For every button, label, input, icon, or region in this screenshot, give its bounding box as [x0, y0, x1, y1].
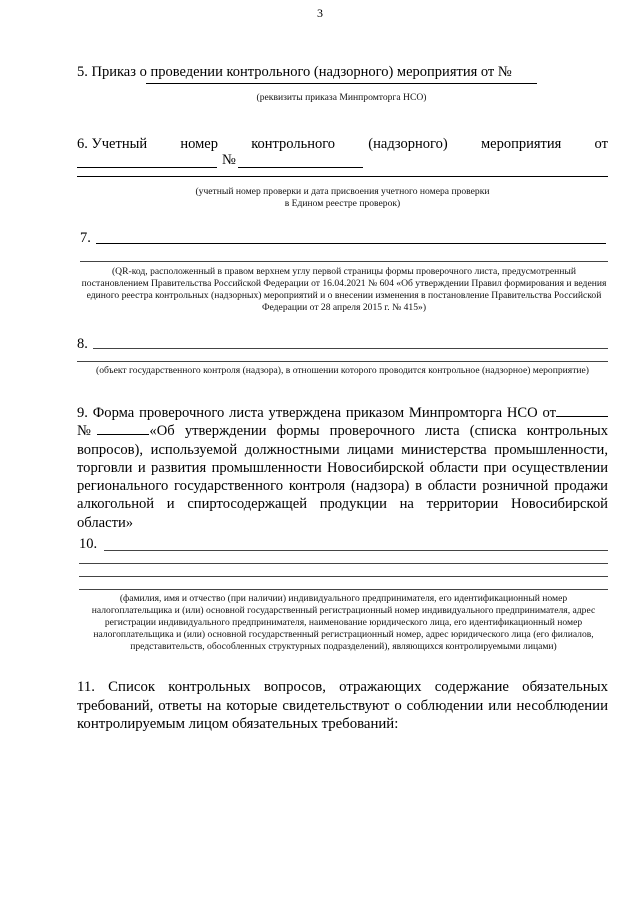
item7-number: 7. [80, 230, 91, 246]
item7-blank-2 [80, 261, 608, 262]
item6-heading [77, 136, 608, 153]
item9-number-blank [97, 422, 149, 435]
item10-blank-1 [104, 550, 608, 551]
item8-blank-2 [77, 361, 608, 362]
item6-word: (надзорного) [368, 136, 448, 152]
item6-underline [77, 176, 608, 177]
item6-word: от [594, 136, 608, 152]
item6-word: контрольного [251, 136, 336, 152]
item10-number: 10. [79, 536, 98, 552]
page-number: 3 [317, 6, 323, 20]
item6-word: мероприятия [480, 136, 562, 152]
item6-number-sign: № [222, 152, 236, 168]
item9-title: «Об утверждении формы проверочного листа (списка контрольных вопросов), используемой должностными лицами министерства промышленности, торговли и развития промышленности Новосибирской области при осуществлении регионального государственного контроля (надзора) в области розничной продажи алкогольной и спиртосодержащей продукции на территории Новосибирской области» [77, 423, 608, 531]
item6-caption [77, 186, 608, 210]
item6-word: номер [180, 136, 218, 152]
item7-caption: (QR-код, расположенный в правом верхнем углу первой страницы формы проверочного листа, предусмотренный постановлением Правительства Российской Федерации от 16.04.2021 № 604 «Об утверждении Правил формирования и ведения единого реестра контрольных (надзорных) мероприятий и о внесении изменения в постановление Правительства Российской Федерации от 28 апреля 2015 г. № 415») [81, 266, 607, 313]
item6-caption-line1: (учетный номер проверки и дата присвоения учетного номера проверки [195, 186, 490, 197]
item10-blank-2 [79, 563, 608, 564]
item8-caption: (объект государственного контроля (надзора), в отношении которого проводится контрольное (надзорное) мероприятие) [96, 365, 589, 376]
item9-date-blank [556, 404, 608, 417]
item9-prefix: от [542, 405, 556, 421]
item6-number-blank [238, 167, 363, 168]
item9-number-sign: № [77, 423, 98, 440]
item11-paragraph: 11. Список контрольных вопросов, отражающих содержание обязательных требований, ответы на которые свидетельствуют о соблюдении или несоблюдении контролируемым лицом обязательных требований: [77, 679, 608, 732]
item9-part1: 9. Форма проверочного листа утверждена приказом Минпромторга НСО [77, 405, 538, 421]
item6-word: 6. Учетный [77, 136, 148, 152]
item10-blank-3 [79, 576, 608, 577]
item10-caption: (фамилия, имя и отчество (при наличии) индивидуального предпринимателя, его идентификационный номер налогоплательщика и (или) основной государственный регистрационный номер индивидуального предпринимателя, адрес регистрации индивидуального предпринимателя, наименование юридического лица, его идентификационный номер налогоплательщика и (или) основной государственный регистрационный номер, адрес юридического лица (его филиалов, представительств, обособленных структурных подразделений), являющихся контролируемыми лицами) [91, 593, 596, 652]
item8-blank-1 [93, 348, 608, 349]
item6-caption-line2: в Едином реестре проверок) [284, 198, 401, 209]
item5-text: 5. Приказ о проведении контрольного (надзорного) мероприятия от № [77, 64, 512, 80]
item5-caption: (реквизиты приказа Минпромторга НСО) [256, 92, 427, 103]
item6-date-blank [77, 167, 217, 168]
item5-underline [146, 83, 537, 84]
item9-paragraph [77, 404, 608, 532]
item8-number: 8. [77, 336, 88, 352]
item7-blank-1 [96, 243, 606, 244]
item10-blank-4 [79, 589, 608, 590]
